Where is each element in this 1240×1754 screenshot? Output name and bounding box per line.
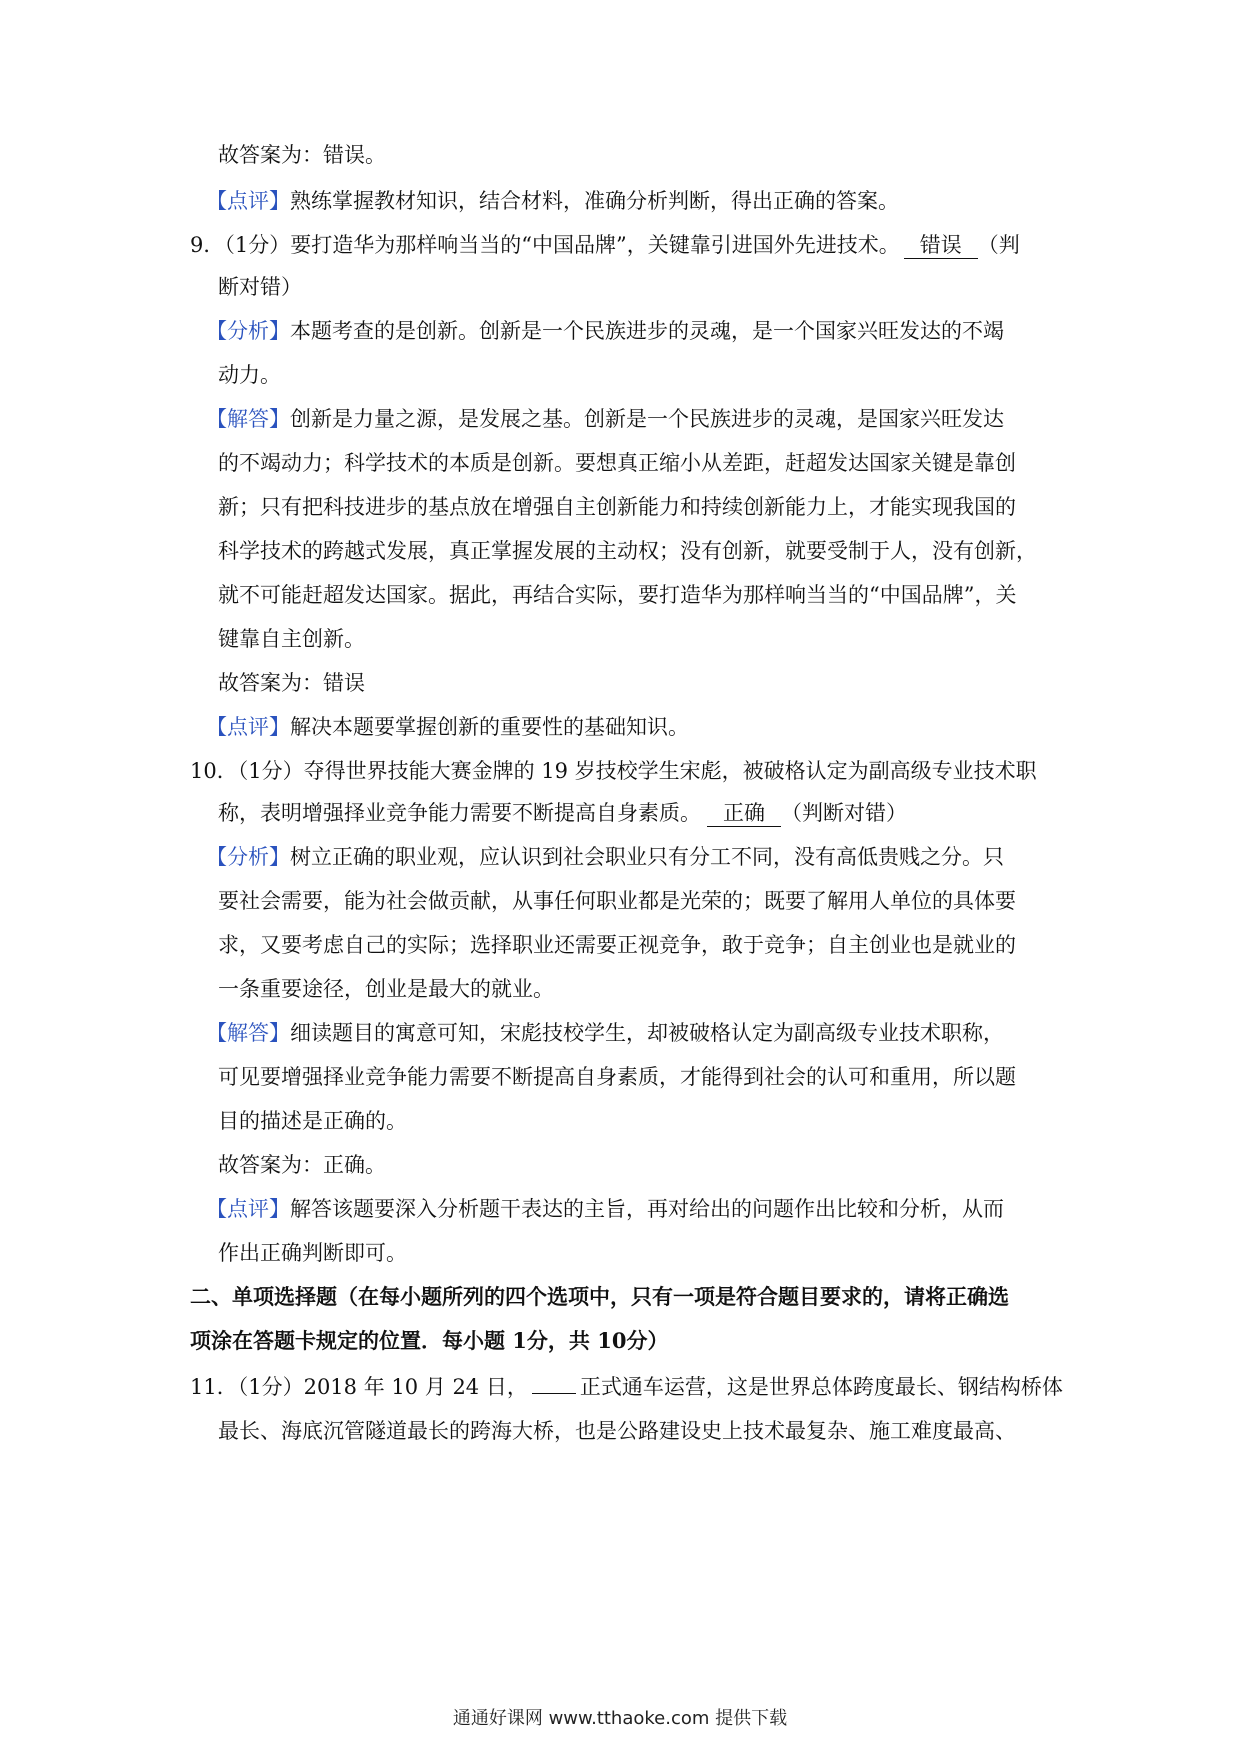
q9-solution-line2: 的不竭动力；科学技术的本质是创新。要想真正缩小从差距，赶超发达国家关键是靠创 xyxy=(218,451,1016,475)
q10-comment-line2: 作出正确判断即可。 xyxy=(218,1241,407,1265)
q10-stem-text: 称，表明增强择业竞争能力需要不断提高自身素质。 xyxy=(218,801,701,825)
q9-solution-line4: 科学技术的跨越式发展，真正掌握发展的主动权；没有创新，就要受制于人，没有创新， xyxy=(218,539,1037,563)
q9-comment xyxy=(206,712,689,742)
comment-text: 解答该题要深入分析题干表达的主旨，再对给出的问题作出比较和分析，从而 xyxy=(290,1197,1004,1221)
q9-solution-line6: 键靠自主创新。 xyxy=(218,627,365,651)
q10-comment xyxy=(206,1194,1004,1224)
comment-text: 解决本题要掌握创新的重要性的基础知识。 xyxy=(290,715,689,739)
q9-solution xyxy=(206,404,1004,434)
comment-tag: 【点评】 xyxy=(206,189,290,213)
comment-text: 熟练掌握教材知识，结合材料，准确分析判断，得出正确的答案。 xyxy=(290,189,899,213)
q9-stem-suffix: （判 xyxy=(977,233,1020,257)
q8-answer-line: 故答案为：错误。 xyxy=(218,143,386,167)
page-footer: 通通好课网 www.tthaoke.com 提供下载 xyxy=(452,1708,788,1729)
q9-analysis-line2: 动力。 xyxy=(218,363,281,387)
section-heading-line2: 项涂在答题卡规定的位置．每小题 1分，共 10分） xyxy=(190,1328,669,1353)
q10-answer-blank: 正确 xyxy=(707,800,781,827)
analysis-text: 本题考查的是创新。创新是一个民族进步的灵魂，是一个国家兴旺发达的不竭 xyxy=(290,319,1004,343)
q10-stem-line2 xyxy=(218,798,907,828)
q11-stem xyxy=(190,1372,1063,1402)
q10-stem-suffix: （判断对错） xyxy=(781,801,907,825)
q9-stem-line2: 断对错） xyxy=(218,275,302,299)
q10-analysis-line4: 一条重要途径，创业是最大的就业。 xyxy=(218,977,554,1001)
q9-solution-line5: 就不可能赶超发达国家。据此，再结合实际，要打造华为那样响当当的“中国品牌”，关 xyxy=(218,583,1017,607)
q10-analysis-line3: 求，又要考虑自己的实际；选择职业还需要正视竞争，敢于竞争；自主创业也是就业的 xyxy=(218,933,1016,957)
solution-text: 细读题目的寓意可知，宋彪技校学生，却被破格认定为副高级专业技术职称， xyxy=(290,1021,1004,1045)
q11-stem-line2: 最长、海底沉管隧道最长的跨海大桥，也是公路建设史上技术最复杂、施工难度最高、 xyxy=(218,1419,1016,1443)
q9-answer-line: 故答案为：错误 xyxy=(218,671,365,695)
analysis-tag: 【分析】 xyxy=(206,845,290,869)
solution-tag: 【解答】 xyxy=(206,407,290,431)
comment-tag: 【点评】 xyxy=(206,1197,290,1221)
q8-comment xyxy=(206,186,899,216)
q10-analysis-line2: 要社会需要，能为社会做贡献，从事任何职业都是光荣的；既要了解用人单位的具体要 xyxy=(218,889,1016,913)
analysis-tag: 【分析】 xyxy=(206,319,290,343)
q9-stem xyxy=(190,230,1020,260)
section-heading: 二、单项选择题（在每小题所列的四个选项中，只有一项是符合题目要求的，请将正确选 xyxy=(190,1284,1009,1309)
q10-stem: 10．（1分）夺得世界技能大赛金牌的 19 岁技校学生宋彪，被破格认定为副高级专业技术职 xyxy=(190,759,1037,783)
q10-solution xyxy=(206,1018,1004,1048)
q10-solution-line2: 可见要增强择业竞争能力需要不断提高自身素质，才能得到社会的认可和重用，所以题 xyxy=(218,1065,1016,1089)
comment-tag: 【点评】 xyxy=(206,715,290,739)
solution-text: 创新是力量之源，是发展之基。创新是一个民族进步的灵魂，是国家兴旺发达 xyxy=(290,407,1004,431)
q9-solution-line3: 新；只有把科技进步的基点放在增强自主创新能力和持续创新能力上，才能实现我国的 xyxy=(218,495,1016,519)
solution-tag: 【解答】 xyxy=(206,1021,290,1045)
q10-solution-line3: 目的描述是正确的。 xyxy=(218,1109,407,1133)
q9-answer-blank: 错误 xyxy=(904,232,978,259)
q10-analysis xyxy=(206,842,1004,872)
analysis-text: 树立正确的职业观，应认识到社会职业只有分工不同，没有高低贵贱之分。只 xyxy=(290,845,1004,869)
q9-stem-text: 9．（1分）要打造华为那样响当当的“中国品牌”，关键靠引进国外先进技术。 xyxy=(190,233,900,257)
q11-stem-suffix: 正式通车运营，这是世界总体跨度最长、钢结构桥体 xyxy=(579,1375,1063,1399)
q11-blank xyxy=(532,1393,576,1394)
q9-analysis xyxy=(206,316,1004,346)
q11-stem-text: 11．（1分）2018 年 10 月 24 日， xyxy=(190,1375,528,1399)
q10-answer-line: 故答案为：正确。 xyxy=(218,1153,386,1177)
